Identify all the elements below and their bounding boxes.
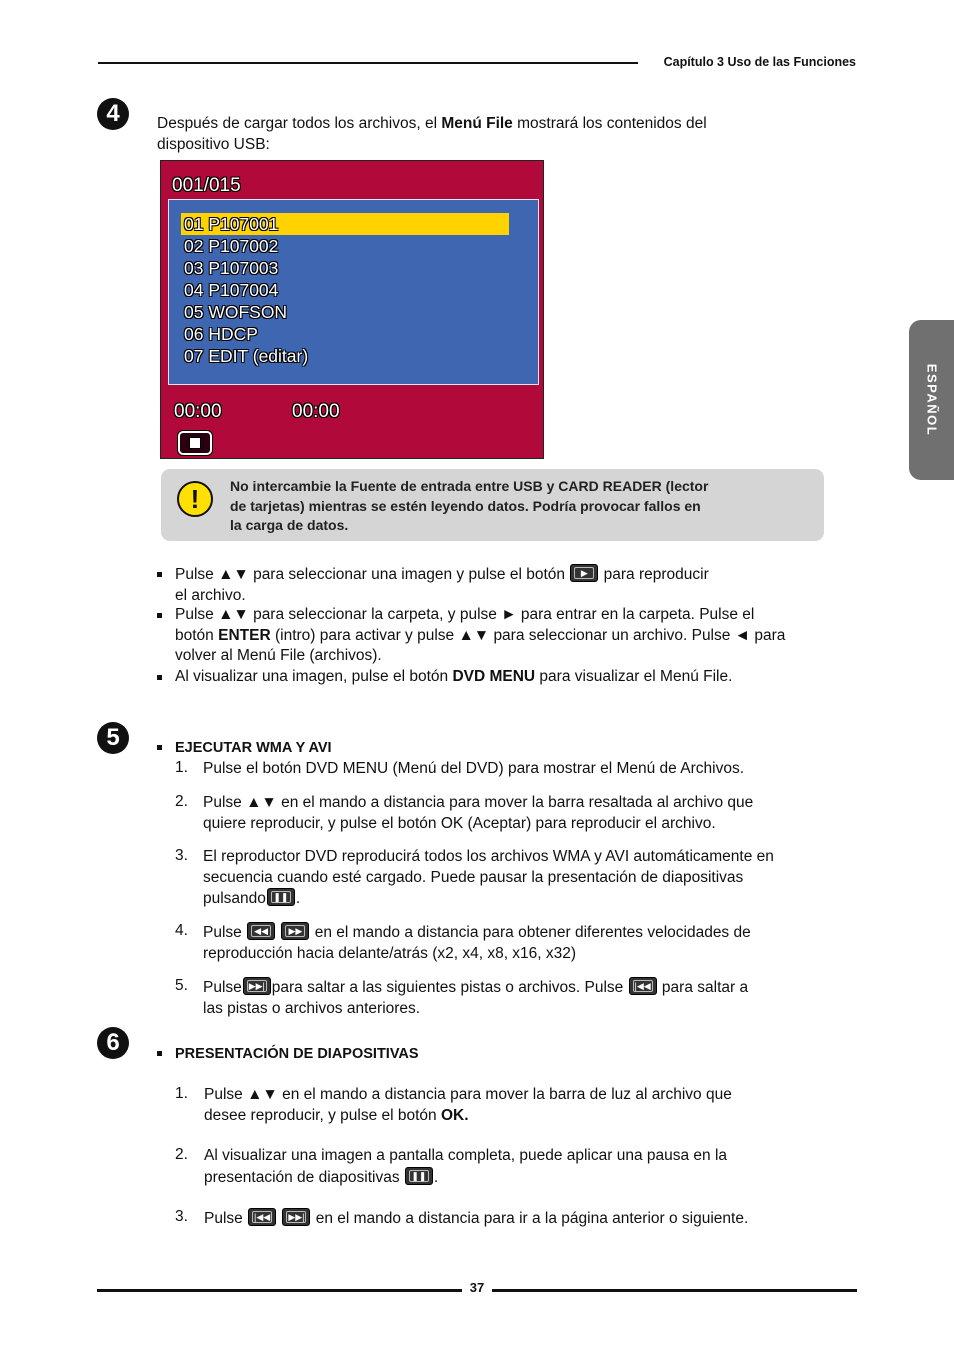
step-number: 1. <box>175 759 188 776</box>
bullet-icon <box>157 745 162 750</box>
previous-track-icon: |◀◀ <box>629 977 657 995</box>
file-list <box>168 199 539 385</box>
file-item[interactable]: 06 HDCP <box>184 324 258 344</box>
file-item[interactable]: 04 P107004 <box>184 280 279 300</box>
next-track-icon: ▶▶| <box>282 1208 310 1226</box>
step-4-intro: Después de cargar todos los archivos, el Menú File mostrará los contenidos del dispositivo USB: <box>157 115 707 153</box>
bullet-select-image: Pulse ▲▼ para seleccionar una imagen y pulse el botón ▶ para reproducir el archivo. <box>175 566 709 604</box>
pause-icon: ❚❚ <box>405 1167 433 1185</box>
warning-box <box>161 469 824 541</box>
slideshow-step-2: Al visualizar una imagen a pantalla completa, puede aplicar una pausa en la presentación de diapositivas ❚❚ . <box>204 1147 728 1186</box>
slideshow-step-1: Pulse ▲▼ en el mando a distancia para mover la barra de luz al archivo que desee reproducir, y pulse el botón OK. <box>204 1086 732 1124</box>
step-6-marker: 6 <box>97 1027 129 1059</box>
bullet-icon <box>157 572 162 577</box>
step-number: 1. <box>175 1085 188 1102</box>
file-item[interactable]: 01 P107001 <box>184 214 279 234</box>
step-number: 3. <box>175 847 188 864</box>
chapter-title: Capítulo 3 Uso de las Funciones <box>663 55 856 69</box>
file-item[interactable]: 02 P107002 <box>184 236 279 256</box>
bullet-icon <box>157 675 162 680</box>
rewind-icon: ◀◀ <box>247 922 275 940</box>
total-time: 00:00 <box>292 401 340 422</box>
wma-step-4: Pulse ◀◀ ▶▶ en el mando a distancia para obtener diferentes velocidades de reproducción hacia delante/atrás (x2, x4, x8, x16, x32) <box>203 924 751 962</box>
header-rule <box>98 62 638 64</box>
bullet-select-folder: Pulse ▲▼ para seleccionar la carpeta, y pulse ► para entrar en la carpeta. Pulse el botón ENTER (intro) para activar y pulse ▲▼ para seleccionar un archivo. Pulse ◄ para volver al Menú File (archivos). <box>175 606 786 664</box>
bullet-icon <box>157 1051 162 1056</box>
pause-icon: ❚❚ <box>267 888 295 906</box>
section-title-slideshow: PRESENTACIÓN DE DIAPOSITIVAS <box>175 1046 419 1062</box>
play-icon: ▶ <box>570 564 598 582</box>
file-menu-screen <box>160 160 544 459</box>
fast-forward-icon: ▶▶ <box>281 922 309 940</box>
wma-step-1: Pulse el botón DVD MENU (Menú del DVD) para mostrar el Menú de Archivos. <box>203 760 744 777</box>
bullet-icon <box>157 613 162 618</box>
step-5-marker: 5 <box>97 722 129 754</box>
slideshow-step-3: Pulse |◀◀ ▶▶| en el mando a distancia para ir a la página anterior o siguiente. <box>204 1210 749 1227</box>
step-number: 4. <box>175 922 188 939</box>
warning-icon: ! <box>177 481 213 517</box>
wma-step-2: Pulse ▲▼ en el mando a distancia para mover la barra resaltada al archivo que quiere reproducir, y pulse el botón OK (Aceptar) para reproducir el archivo. <box>203 794 754 832</box>
step-number: 2. <box>175 1146 188 1163</box>
elapsed-time: 00:00 <box>174 401 222 422</box>
file-item[interactable]: 05 WOFSON <box>184 302 288 322</box>
next-track-icon: ▶▶| <box>243 977 271 995</box>
file-item[interactable]: 07 EDIT (editar) <box>184 346 309 366</box>
section-title-wma-avi: EJECUTAR WMA Y AVI <box>175 740 332 756</box>
file-counter: 001/015 <box>172 175 241 196</box>
step-number: 3. <box>175 1208 188 1225</box>
language-tab <box>909 320 954 480</box>
step-number: 5. <box>175 977 188 994</box>
warning-text: No intercambie la Fuente de entrada entre USB y CARD READER (lector de tarjetas) mientras se estén leyendo datos. Podría provocar fallos en la carga de datos. <box>230 478 709 533</box>
wma-step-5: Pulse ▶▶| para saltar a las siguientes pistas o archivos. Pulse |◀◀ para saltar a las pistas o archivos anteriores. <box>203 979 749 1017</box>
previous-track-icon: |◀◀ <box>248 1208 276 1226</box>
step-number: 2. <box>175 793 188 810</box>
step-4-marker: 4 <box>97 98 129 130</box>
file-item[interactable]: 03 P107003 <box>184 258 279 278</box>
bullet-dvd-menu: Al visualizar una imagen, pulse el botón DVD MENU para visualizar el Menú File. <box>175 668 733 685</box>
stop-icon[interactable] <box>178 431 212 455</box>
language-tab-label: ESPAÑOL <box>924 363 939 437</box>
page-number: 37 <box>462 1280 492 1295</box>
wma-step-3: El reproductor DVD reproducirá todos los archivos WMA y AVI automáticamente en secuencia cuando esté cargado. Puede pausar la presentación de diapositivas pulsando ❚❚ . <box>203 848 774 907</box>
